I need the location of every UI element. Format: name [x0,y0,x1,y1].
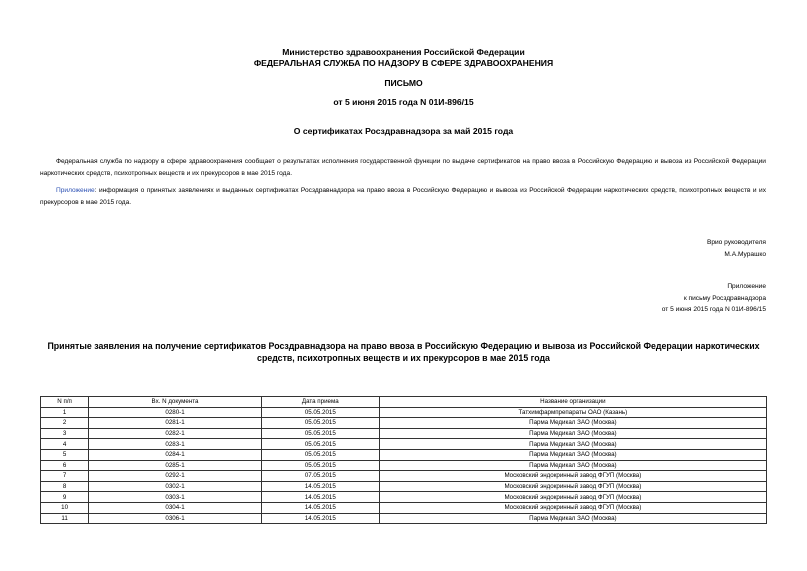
applications-table [40,396,767,524]
table-cell: 6 [41,460,89,471]
table-cell: Парма Медикал ЗАО (Москва) [379,439,766,450]
signature-block [707,237,766,260]
table-row [41,471,767,482]
column-header: N п/п [41,397,89,408]
table-cell: 0280-1 [89,407,262,418]
table-cell: 9 [41,492,89,503]
table-body [41,407,767,524]
table-cell: 0283-1 [89,439,262,450]
table-cell: 14.05.2015 [261,481,379,492]
attachment-link[interactable]: Приложение [56,187,95,194]
table-cell: 05.05.2015 [261,428,379,439]
table-row [41,460,767,471]
table-cell: 05.05.2015 [261,439,379,450]
document-date-number: от 5 июня 2015 года N 01И-896/15 [333,97,474,107]
table-row [41,449,767,460]
table-cell: 5 [41,449,89,460]
table-cell: Парма Медикал ЗАО (Москва) [379,418,766,429]
table-cell: Парма Медикал ЗАО (Москва) [379,428,766,439]
table-cell: 0281-1 [89,418,262,429]
table-cell: Московский эндокринный завод ФГУП (Москва) [379,492,766,503]
table-cell: 7 [41,471,89,482]
appendix-line: Приложение [727,283,766,290]
table-row [41,502,767,513]
table-cell: Московский эндокринный завод ФГУП (Москва) [379,502,766,513]
signature-position: Врио руководителя [706,239,766,246]
table-cell: 0303-1 [89,492,262,503]
appendix-reference [662,281,766,316]
table-cell: Парма Медикал ЗАО (Москва) [379,449,766,460]
table-cell: 0284-1 [89,449,262,460]
table-cell: 05.05.2015 [261,407,379,418]
table-cell: 10 [41,502,89,513]
appendix-line: к письму Росздравнадзора [683,294,766,302]
document-type: ПИСЬМО [384,78,423,88]
table-cell: Московский эндокринный завод ФГУП (Москва) [379,481,766,492]
table-cell: 14.05.2015 [261,502,379,513]
attachment-text: : информация о принятых заявлениях и выданных сертификатах Росздравнадзора на право ввоза в Российскую Федерацию и вывоза из Российской Федерации наркотических средств, психотропных веществ и их прекурсоров в мае 2015 года. [40,187,766,206]
table-cell: Татхимфармпрепараты ОАО (Казань) [379,407,766,418]
table-cell: 2 [41,418,89,429]
table-cell: 0306-1 [89,513,262,524]
table-row [41,428,767,439]
table-cell: 05.05.2015 [261,460,379,471]
table-row [41,418,767,429]
signature-name: М.А.Мурашко [724,250,766,258]
table-cell: 0302-1 [89,481,262,492]
table-cell: 0282-1 [89,428,262,439]
table-cell: 11 [41,513,89,524]
document-subject: О сертификатах Росздравнадзора за май 2015 года [293,126,514,136]
table-cell: 0304-1 [89,502,262,513]
table-cell: 8 [41,481,89,492]
column-header: Название организации [379,397,766,408]
table-cell: 05.05.2015 [261,418,379,429]
appendix-line: от 5 июня 2015 года N 01И-896/15 [661,306,766,313]
table-cell: 14.05.2015 [261,513,379,524]
attachment-paragraph [40,185,766,208]
table-cell: 07.05.2015 [261,471,379,482]
table-row [41,492,767,503]
table-cell: 05.05.2015 [261,449,379,460]
table-cell: 3 [41,428,89,439]
table-row [41,513,767,524]
table-row [41,481,767,492]
ministry-title: Министерство здравоохранения Российской Федерации [282,47,525,57]
table-cell: 4 [41,439,89,450]
table-cell: 0292-1 [89,471,262,482]
table-cell: 14.05.2015 [261,492,379,503]
column-header: Вх. N документа [89,397,262,408]
table-row [41,407,767,418]
body-paragraph: Федеральная служба по надзору в сфере здравоохранения сообщает о результатах исполнения государственной функции по выдаче сертификатов на право ввоза в Российскую Федерацию и вывоза из Российской Федерации наркотических средств, психотропных веществ и их прекурсоров в мае 2015 года. [40,158,766,177]
table-cell: 1 [41,407,89,418]
table-cell: 0285-1 [89,460,262,471]
table-title: Принятые заявления на получение сертификатов Росздравнадзора на право ввоза в Российскую Федерацию и вывоза из Российской Федерации наркотических средств, психотропных веществ и их прекурсоров в мае 2015 года [47,341,760,363]
service-title: ФЕДЕРАЛЬНАЯ СЛУЖБА ПО НАДЗОРУ В СФЕРЕ ЗДРАВООХРАНЕНИЯ [253,58,554,68]
table-header-row [41,397,767,408]
table-cell: Парма Медикал ЗАО (Москва) [379,460,766,471]
table-row [41,439,767,450]
table-cell: Московский эндокринный завод ФГУП (Москва) [379,471,766,482]
table-cell: Парма Медикал ЗАО (Москва) [379,513,766,524]
column-header: Дата приема [261,397,379,408]
